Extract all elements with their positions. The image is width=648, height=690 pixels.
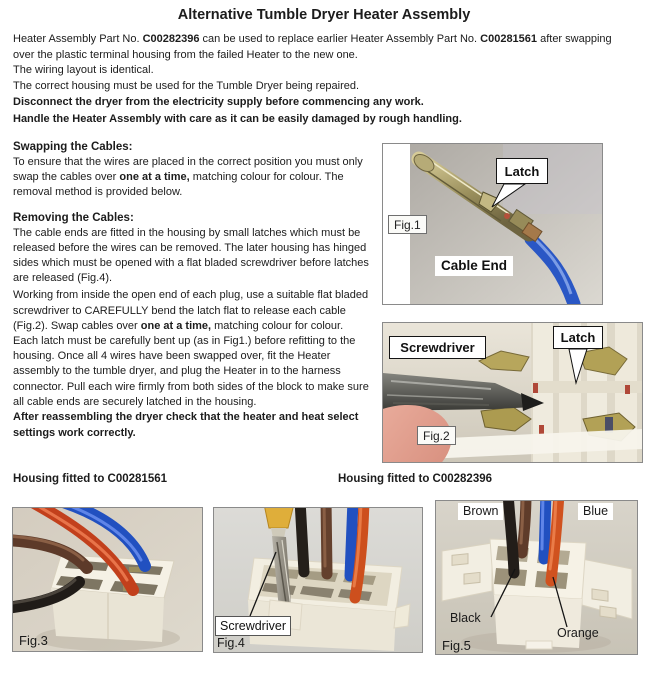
swapping-text2: matching colour for colour. The removal method is provided below. xyxy=(13,171,344,199)
one-at-a-time-bold: one at a time, xyxy=(119,171,190,184)
warning-disconnect: Disconnect the dryer from the electricity supply before commencing any work. xyxy=(13,96,424,108)
intro-p1-text3: after swapping over the plastic terminal housing from the failed Heater to the new one. xyxy=(13,33,612,61)
figure-2-photo xyxy=(382,322,643,463)
part-number-old: C00281561 xyxy=(480,33,538,45)
fig5-orange-label: Orange xyxy=(557,626,599,640)
part-number-new: C00282396 xyxy=(142,33,200,45)
fig5-open-housing-photo xyxy=(436,501,637,654)
removing-heading: Removing the Cables: xyxy=(13,211,134,224)
swapping-paragraph xyxy=(13,155,371,201)
intro-paragraph-1 xyxy=(13,32,635,63)
fig4-screwdriver-label: Screwdriver xyxy=(215,616,291,636)
swapping-text: To ensure that the wires are placed in the correct position you must only swap the cables over xyxy=(13,156,363,184)
fig5-blue-label: Blue xyxy=(578,503,613,520)
figure-1-photo xyxy=(382,143,603,305)
removing-text: Working from inside the open end of each plug, use a suitable flat bladed screwdriver to CAREFULLY bend the latch flat to release each cable (Fig.2). Swap cables over xyxy=(13,289,369,332)
removing-text2: matching colour for colour. Each latch must be carefully bent up (as in Fig1.) before refitting to the housing. Once all 4 wires have been swapped over, fit the Heater assembly to the tumble dryer, and plug the Heater in to the harness connector. Pull each wire firmly from both sides of the block to make sure all cable ends are securely latched in the housing. xyxy=(13,319,369,408)
page-title: Alternative Tumble Dryer Heater Assembly xyxy=(177,7,471,23)
removing-paragraph-2 xyxy=(13,288,371,410)
housing-heading-new: Housing fitted to C00282396 xyxy=(338,473,493,485)
removing-paragraph-1: The cable ends are fitted in the housing by small latches which must be released before the wires can be removed. The later housing has hinged sides which must be opened with a flat bladed screwdriver before latches are released (Fig.4). xyxy=(13,226,369,285)
intro-p1-text2: can be used to replace earlier Heater Assembly Part No. xyxy=(199,33,481,45)
fig1-cable-end-label: Cable End xyxy=(435,256,513,276)
fig1-tag: Fig.1 xyxy=(388,215,427,234)
intro-section xyxy=(13,32,635,127)
warning-handle-care: Handle the Heater Assembly with care as it can be easily damaged by rough handling. xyxy=(13,112,462,125)
intro-p1-text: Heater Assembly Part No. xyxy=(13,33,143,45)
left-hinged-flap xyxy=(442,543,492,601)
fig4-tag: Fig.4 xyxy=(217,636,245,650)
one-at-a-time-bold-2: one at a time, xyxy=(140,319,212,332)
fig3-tag: Fig.3 xyxy=(19,633,48,648)
black-wire xyxy=(508,501,514,573)
fig2-latch-label: Latch xyxy=(553,326,603,349)
housing-heading-old: Housing fitted to C00281561 xyxy=(13,473,168,485)
swapping-heading: Swapping the Cables: xyxy=(13,141,133,153)
instruction-text-column xyxy=(13,140,371,441)
fig1-latch-label: Latch xyxy=(496,158,548,184)
fig2-screwdriver-label: Screwdriver xyxy=(389,336,486,359)
figure-3-photo xyxy=(12,507,203,652)
figure-5-photo xyxy=(435,500,638,655)
blue-wire xyxy=(544,501,546,559)
fig5-brown-label: Brown xyxy=(458,503,503,520)
fig3-housing-photo xyxy=(13,508,202,651)
reassemble-warning: After reassembling the dryer check that the heater and heat select settings work correctly. xyxy=(13,411,359,439)
black-wire xyxy=(300,508,304,572)
intro-paragraph-2: The wiring layout is identical. xyxy=(13,64,154,76)
blue-wire xyxy=(350,508,353,576)
main-columns xyxy=(0,140,648,473)
figure-4-photo xyxy=(213,507,423,653)
intro-paragraph-3: The correct housing must be used for the Tumble Dryer being repaired. xyxy=(13,79,360,92)
fig5-tag: Fig.5 xyxy=(442,638,471,653)
fig2-tag: Fig.2 xyxy=(417,426,456,445)
housing-comparison-section xyxy=(0,473,648,690)
fig5-black-label: Black xyxy=(450,611,481,625)
